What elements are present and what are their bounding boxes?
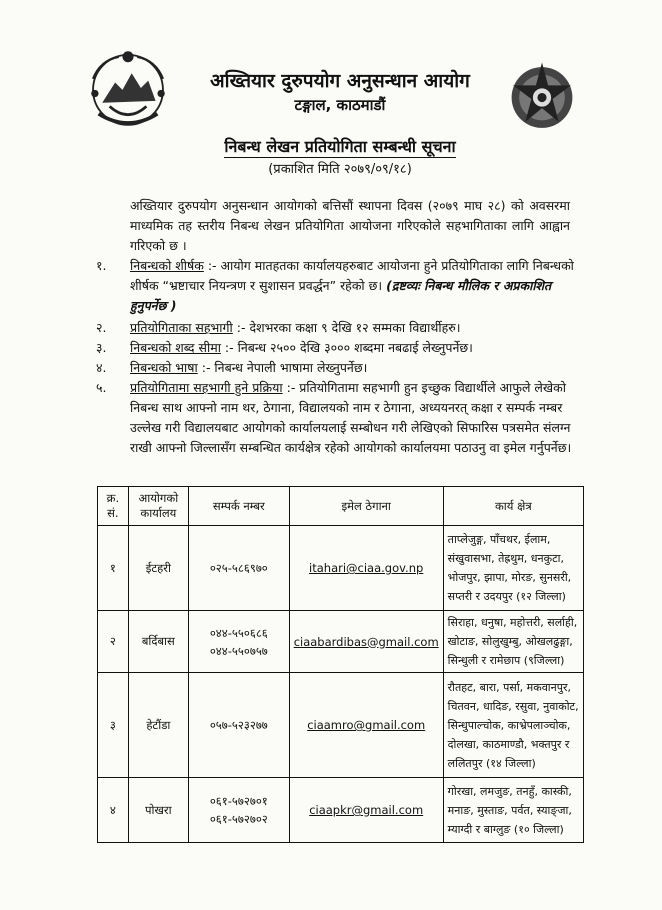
list-item-participants [96,318,574,338]
cell-phone [188,611,289,673]
item-number: ४. [96,360,107,375]
header [170,68,510,116]
cell-work-area: रौतहट, बारा, पर्सा, मकवानपुर, चितवन, धादिङ, रसुवा, नुवाकोट, सिन्धुपाल्चोक, काभ्रेपलाञ्चोक, दोलखा, काठमाण्डौ, भक्तपुर र ललितपुर (१४ जिल्ला) [443,673,583,778]
email-link[interactable]: ciaapkr@gmail.com [309,803,424,817]
cell-office: बर्दिबास [128,611,188,673]
item-text: :- देशभरका कक्षा ९ देखि १२ सम्मका विद्यार्थीहरु। [232,320,461,335]
cell-serial-no: १ [98,526,129,611]
nepal-government-emblem-icon [82,42,174,134]
header-email: इमेल ठेगाना [289,487,443,526]
cell-email [289,778,443,843]
cell-email [289,611,443,673]
phone-number: ०२५-५८६९७० [209,561,268,575]
item-text: :- प्रतियोगितामा सहभागी हुन इच्छुक विद्यार्थीले आफुले लेखेको निबन्ध साथ आफ्नो नाम थर, ठेगाना, विद्यालयको नाम र ठेगाना, अध्ययनरत् कक्षा र सम्पर्क नम्बर उल्लेख गरी विद्यालयबाट आयोगको कार्यालयलाई सम्बोधन गरी लेखिएको सिफारिस पत्रसमेत संलग्न राखी आफ्नो जिल्लासँग सम्बन्धित कार्यक्षेत्र रहेको आयोगको कार्यालयमा पठाउनु वा इमेल गर्नुपर्नेछ। [130,380,572,455]
table-row [98,526,584,611]
item-text: :- आयोग मातहतका कार्यालयहरुबाट आयोजना हुने प्रतियोगिताका लागि निबन्धको शीर्षक “भ्रष्टाचार नियन्त्रण र सुशासन प्रवर्द्धन” रहेको छ। [130,258,574,293]
item-label: निबन्धको शब्द सीमा [130,340,221,355]
item-number: ५. [96,380,107,395]
list-item-procedure [96,378,574,458]
cell-phone [188,673,289,778]
organization-name: अख्तियार दुरुपयोग अनुसन्धान आयोग [210,70,470,92]
header-work-area: कार्य क्षेत्र [443,487,583,526]
email-link[interactable]: ciaabardibas@gmail.com [293,634,439,649]
published-date: (प्रकाशित मिति २०७९/०९/१८) [268,162,412,177]
item-label: निबन्धको शीर्षक [130,258,204,273]
intro-paragraph: अख्तियार दुरुपयोग अनुसन्धान आयोगको बत्तिसौं स्थापना दिवस (२०७९ माघ २८) को अवसरमा माध्यमिक तह स्तरीय निबन्ध लेखन प्रतियोगिता आयोजना गरिएकोले सहभागिताका लागि आह्वान गरिएको छ । [130,198,570,253]
item-label: प्रतियोगितामा सहभागी हुने प्रक्रिया [130,380,283,395]
item-number: २. [96,320,107,335]
cell-office: ईटहरी [128,526,188,611]
cell-work-area: गोरखा, लमजुङ, तनहुँ, कास्की, मनाङ, मुस्ताङ, पर्वत, स्याङ्जा, म्याग्दी र बाग्लुङ (१० जिल्ला) [443,778,583,843]
ciaa-logo-emblem-icon [504,58,580,134]
item-label: निबन्धको भाषा [130,360,198,375]
notice-title: निबन्ध लेखन प्रतियोगिता सम्बन्धी सूचना [224,137,456,156]
table-row [98,611,584,673]
organization-location: टङ्गाल, काठमाडौं [294,96,386,114]
cell-serial-no: ४ [98,778,129,843]
item-text: :- निबन्ध २५०० देखि ३००० शब्दमा नबढाई लेख्नुपर्नेछ। [220,340,473,355]
cell-phone [188,778,289,843]
list-item-language [96,358,574,378]
cell-work-area: ताप्लेजुङ्ग, पाँचथर, ईलाम, संखुवासभा, तेह्रथुम, धनकुटा, भोजपुर, झापा, मोरङ, सुनसरी, सप्तरी र उदयपुर (१२ जिल्ला) [443,526,583,611]
cell-email [289,526,443,611]
item-note: (द्रष्टव्यः निबन्ध मौलिक र अप्रकाशित हुनुपर्नेछ ) [130,278,552,313]
phone-number: ०६१-५७२७०२ [209,812,268,826]
cell-office: पोखरा [128,778,188,843]
list-item-word-limit [96,338,574,358]
header-office: आयोगको कार्यालय [128,487,188,526]
email-link[interactable]: itahari@ciaa.gov.np [309,561,424,575]
item-label: प्रतियोगिताका सहभागी [130,320,233,335]
item-number: ३. [96,340,107,355]
header-phone: सम्पर्क नम्बर [188,487,289,526]
phone-number: ०६१-५७२७०१ [209,794,268,808]
list-item-topic [96,256,574,316]
cell-work-area: सिराहा, धनुषा, महोत्तरी, सर्लाही, खोटाङ, सोलुखुम्बु, ओखलढुङ्गा, सिन्धुली र रामेछाप (९जिल्ला) [443,611,583,673]
email-link[interactable]: ciaamro@gmail.com [307,718,426,732]
offices-table [97,486,584,843]
cell-serial-no: ३ [98,673,129,778]
table-row [98,778,584,843]
phone-number: ०४४-५५०६८६ [209,625,268,640]
item-number: १. [96,258,107,273]
table-header-row [98,487,584,526]
phone-number: ०४४-५५०७५७ [209,643,268,658]
cell-office: हेटौंडा [128,673,188,778]
item-text: :- निबन्ध नेपाली भाषामा लेख्नुपर्नेछ। [197,360,368,375]
phone-number: ०५७-५२३२७७ [209,718,268,732]
header-serial-no: क्र. सं. [98,487,129,526]
table-row [98,673,584,778]
cell-email [289,673,443,778]
cell-phone [188,526,289,611]
cell-serial-no: २ [98,611,129,673]
